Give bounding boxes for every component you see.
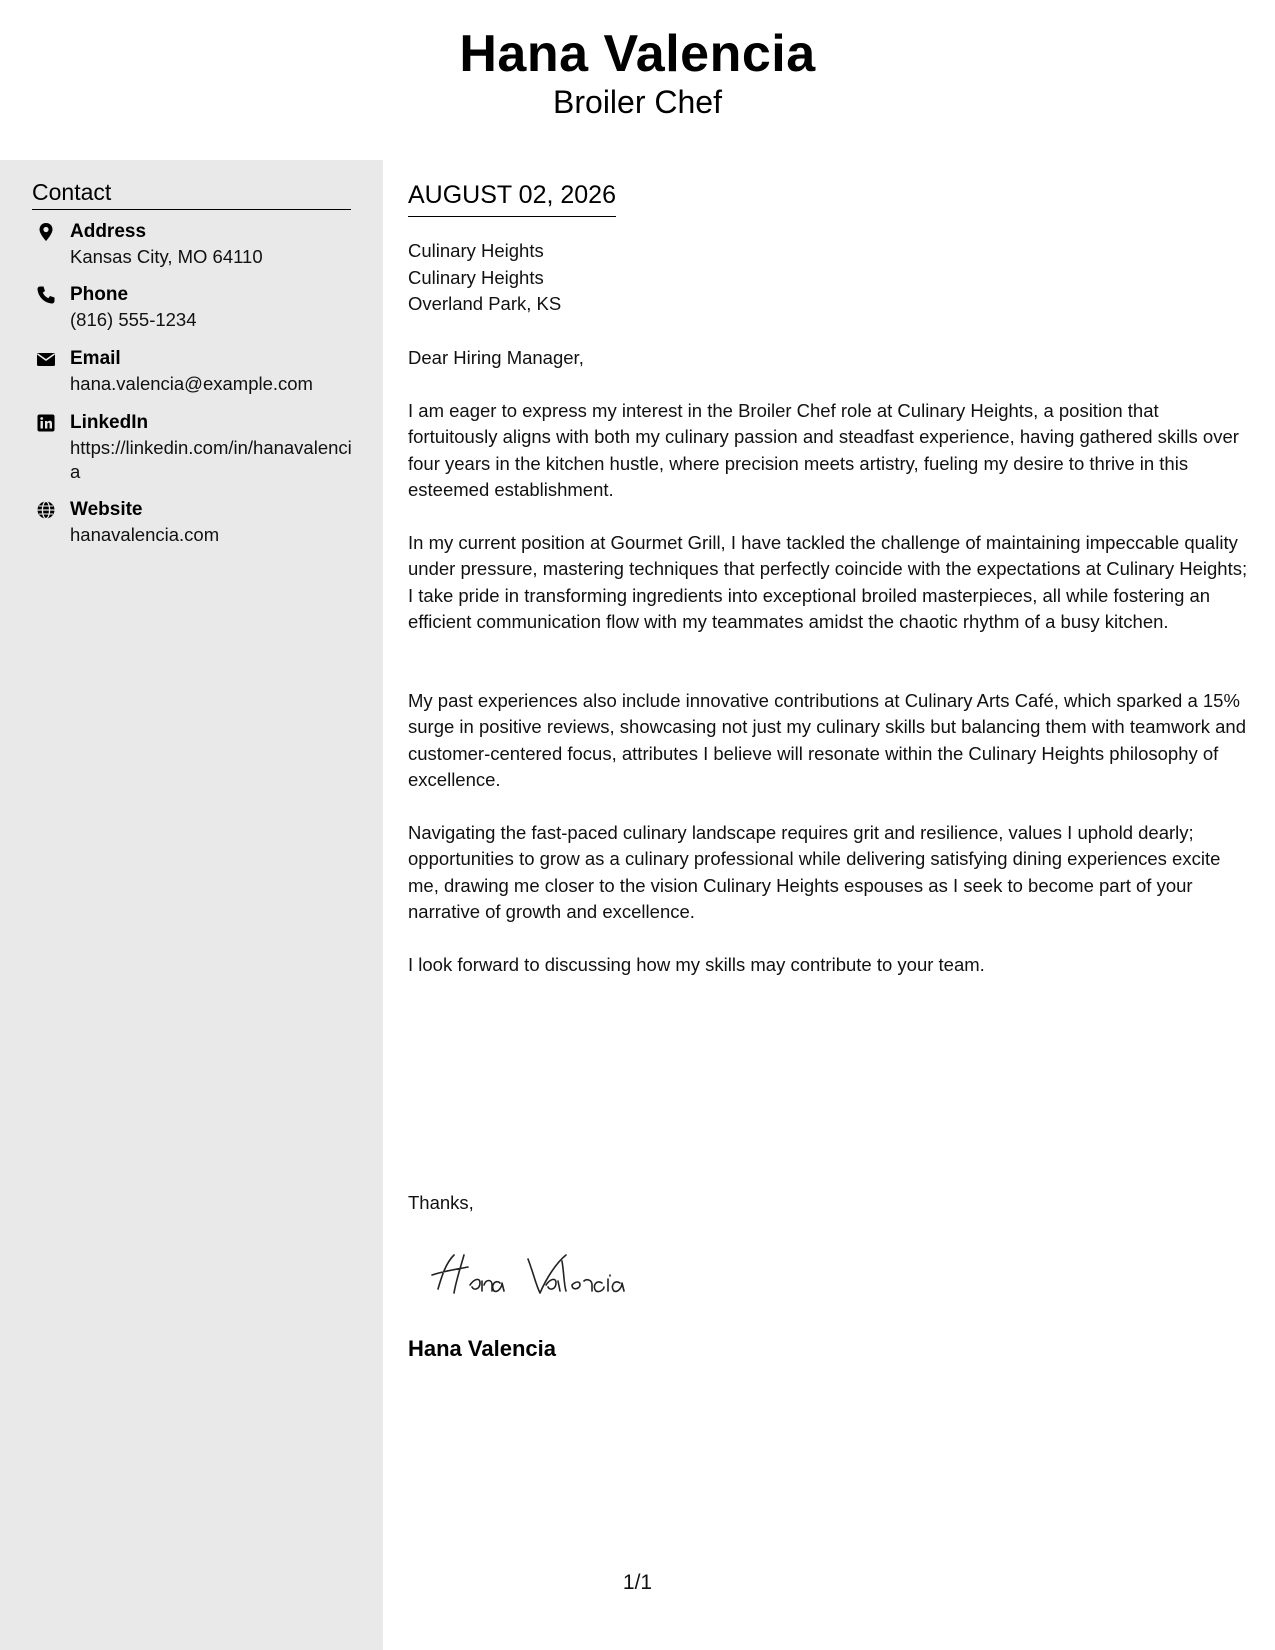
linkedin-icon (36, 413, 56, 433)
phone-icon (36, 285, 56, 305)
applicant-role: Broiler Chef (553, 84, 722, 120)
salutation: Dear Hiring Manager, (408, 347, 584, 368)
location-pin-icon (36, 222, 56, 242)
linkedin-label: LinkedIn (70, 412, 149, 433)
contact-sidebar (0, 160, 383, 1650)
signed-name: Hana Valencia (408, 1336, 556, 1361)
globe-icon (36, 500, 56, 520)
email-label: Email (70, 348, 121, 369)
handwritten-signature (424, 1245, 684, 1305)
paragraph: Navigating the fast-paced culinary landscape requires grit and resilience, values I uphold dearly; opportunities to grow as a culinary professional while delivering satisfying dining experiences excite me, drawing me closer to the vision Culinary Heights espouses as I seek to become part of your narrative of growth and excellence. (408, 822, 1221, 923)
email-icon (36, 349, 56, 369)
applicant-name: Hana Valencia (459, 25, 816, 83)
address-label: Address (70, 221, 147, 242)
letter-date: AUGUST 02, 2026 (408, 180, 616, 217)
closing: Thanks, (408, 1192, 474, 1213)
paragraph: I am eager to express my interest in the Broiler Chef role at Culinary Heights, a position that fortuitously aligns with both my culinary passion and steadfast experience, having gathered skills over four years in the kitchen hustle, where precision meets artistry, fueling my desire to thrive in this esteemed establishment. (408, 400, 1239, 501)
recipient-line: Culinary Heights (408, 266, 544, 288)
recipient-line: Culinary Heights (408, 240, 544, 261)
recipient-block (408, 238, 561, 318)
address-value: Kansas City, MO 64110 (70, 246, 263, 267)
website-label: Website (70, 499, 143, 520)
phone-value: (816) 555-1234 (70, 309, 197, 330)
contact-heading: Contact (32, 178, 351, 210)
email-value: hana.valencia@example.com (70, 373, 313, 394)
phone-label: Phone (70, 284, 129, 305)
paragraph: In my current position at Gourmet Grill, I have tackled the challenge of maintaining impeccable quality under pressure, mastering techniques that perfectly coincide with the expectations at Culinary Heights; I take pride in transforming ingredients into exceptional broiled masterpieces, all while fostering an efficient communication flow with my teammates amidst the chaotic rhythm of a busy kitchen. (408, 532, 1248, 633)
letter-header (0, 0, 1275, 160)
page-number: 1/1 (622, 1571, 653, 1594)
paragraph: I look forward to discussing how my skills may contribute to your team. (408, 954, 985, 975)
website-value: hanavalencia.com (70, 524, 220, 545)
paragraph: My past experiences also include innovative contributions at Culinary Arts Café, which sparked a 15% surge in positive reviews, showcasing not just my culinary skills but balancing them with teamwork and customer-centered focus, attributes I believe will resonate within the Culinary Heights philosophy of excellence. (408, 690, 1247, 791)
recipient-line: Overland Park, KS (408, 293, 562, 314)
linkedin-value: https://linkedin.com/in/hanavalencia (70, 437, 352, 482)
